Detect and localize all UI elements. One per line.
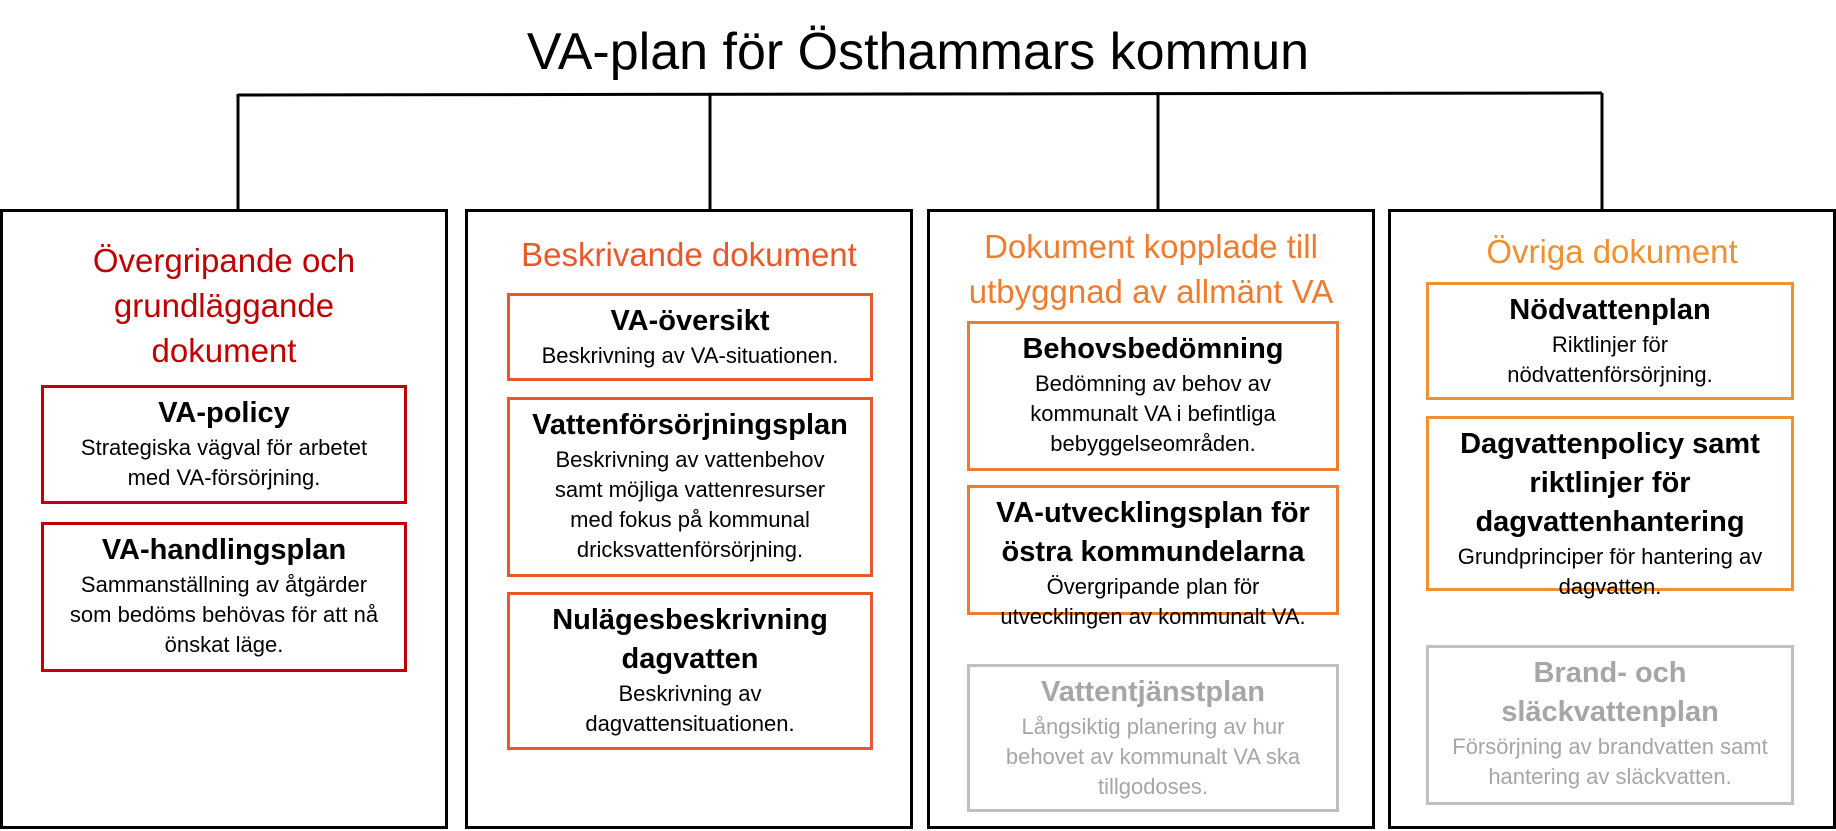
box-va-policy: VA-policy Strategiska vägval för arbetet med VA-försörjning. [41,385,407,504]
column-beskrivande [465,209,913,829]
column-heading: Övriga dokument [1486,233,1738,270]
box-vattentjanstplan: Vattentjänstplan Långsiktig planering av hur behovet av kommunalt VA ska tillgodoses. [967,664,1339,812]
box-va-handlingsplan: VA-handlingsplan Sammanställning av åtgärder som bedöms behövas för att nå önskat läge. [41,522,407,672]
connector-horizontal [238,93,1602,95]
column-heading: Dokument kopplade till utbyggnad av allmänt VA [968,228,1334,310]
box-dagvattenpolicy: Dagvattenpolicy samt riktlinjer för dagvattenhantering Grundprinciper för hantering av dagvatten. [1426,416,1794,591]
column-overgripande [0,209,448,829]
box-vattenforsorjningsplan: Vattenförsörjningsplan Beskrivning av vattenbehov samt möjliga vattenresurser med fokus på kommunal dricksvattenförsörjning. [507,397,873,577]
column-ovriga [1388,209,1836,829]
box-brand-slackvattenplan: Brand- och släckvattenplan Försörjning av brandvatten samt hantering av släckvatten. [1426,645,1794,805]
box-nodvattenplan: Nödvattenplan Riktlinjer för nödvattenförsörjning. [1426,282,1794,400]
box-va-oversikt: VA-översikt Beskrivning av VA-situationen. [507,293,873,381]
column-utbyggnad [927,209,1375,829]
column-heading: Övergripande och grundläggande dokument [92,242,356,369]
box-nulagesbeskrivning-dagvatten: Nulägesbeskrivning dagvatten Beskrivning av dagvattensituationen. [507,592,873,750]
box-va-utvecklingsplan: VA-utvecklingsplan för östra kommundelarna Övergripande plan för utvecklingen av kommunalt VA. [967,485,1339,615]
column-heading: Beskrivande dokument [521,236,857,273]
connector-lines [0,0,1836,220]
box-behovsbedomning: Behovsbedömning Bedömning av behov av kommunalt VA i befintliga bebyggelseområden. [967,321,1339,471]
diagram-title: VA-plan för Östhammars kommun [526,23,1310,81]
